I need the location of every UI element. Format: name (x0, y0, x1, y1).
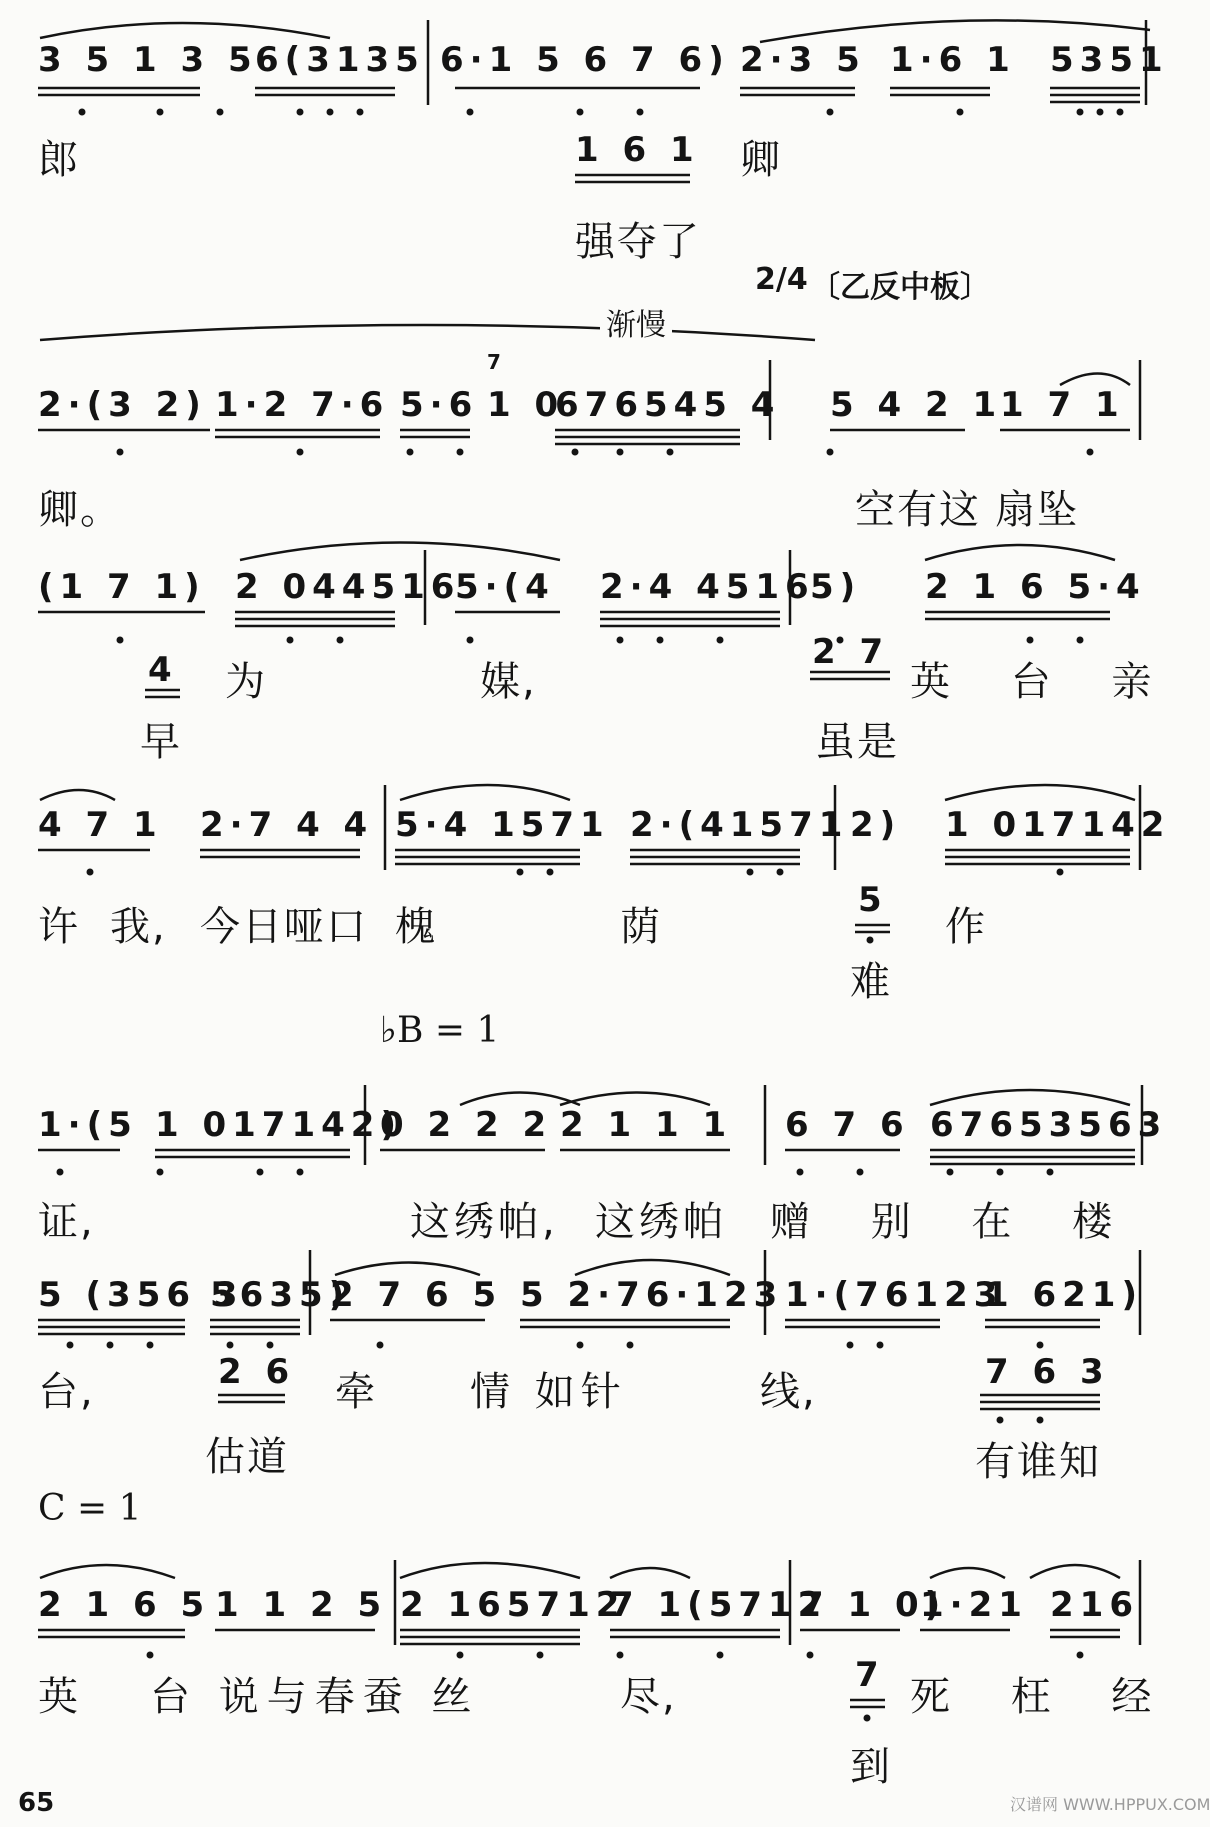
lyric: 有谁知 (975, 1439, 1101, 1485)
lyric: 虽是 (815, 719, 899, 765)
lyric-note-group: 4 (148, 650, 178, 690)
lyric: 证, (38, 1199, 95, 1245)
tempo-change-mark: 渐慢 (600, 300, 672, 344)
note-group: 3 5 1 3 5 (38, 40, 258, 80)
note-group: 1·21 (920, 1585, 1028, 1625)
note-group: 7 1(5712 (610, 1585, 828, 1625)
lyric: 槐 (395, 904, 459, 950)
mode-mark: 〔乙反中板〕 (810, 270, 990, 305)
note-group: 676545 4 (555, 385, 781, 425)
key-signature: ♭B = 1 (380, 1010, 500, 1051)
lyric: 情 如针 (470, 1369, 627, 1415)
lyric: 作 (945, 904, 1009, 950)
lyric: 郎 (38, 137, 102, 183)
lyric: 荫 (620, 904, 684, 950)
lyric: 为 (225, 659, 289, 705)
watermark: 汉谱网 WWW.HPPUX.COM (1010, 1795, 1210, 1814)
page-number: 65 (18, 1788, 55, 1818)
note-group: 2 165712 (400, 1585, 626, 1625)
lyric: 这绣帕, (410, 1199, 559, 1245)
note-group: 0 2 2 2 (380, 1105, 553, 1145)
lyric: 强夺了 (575, 219, 701, 265)
lyric: 到 (850, 1744, 914, 1790)
note-group: 1 0 (487, 385, 565, 425)
note-group: 5 2·76·123 (520, 1275, 784, 1315)
lyric: 估道 (205, 1434, 289, 1480)
note-group: 5·4 1571 (395, 805, 610, 845)
note-group: 216 (1050, 1585, 1139, 1625)
meter-mark: 2/4 (755, 262, 808, 297)
note-group: 1 017142 (945, 805, 1171, 845)
note-group: 5·6 (400, 385, 479, 425)
note-group: (1 7 1) (38, 567, 206, 607)
note-group: 5 4 2 1 (830, 385, 1003, 425)
note-group: 2 1 1 1 (560, 1105, 733, 1145)
note-group: 7 1 0) (800, 1585, 947, 1625)
grace-note: 7 (487, 350, 501, 374)
note-group: 1 1 2 5 (215, 1585, 388, 1625)
note-group: 2·3 5 (740, 40, 866, 80)
lyric: 英 (38, 1674, 102, 1720)
key-signature: C = 1 (38, 1488, 142, 1529)
lyric-note-group: 1 6 1 (575, 130, 700, 170)
lyric: 难 (850, 959, 914, 1005)
lyric: 线, (760, 1369, 817, 1415)
lyric-note-group: 2 6 (218, 1352, 296, 1392)
lyric: 今日哑口 (200, 904, 368, 950)
note-group: 5351 (1050, 40, 1169, 80)
note-group: 6(3135 (255, 40, 425, 80)
note-group: 2·(3 2) (38, 385, 207, 425)
note-group: 5·(4 (455, 567, 555, 607)
lyric-note-group: 2 7 (812, 632, 890, 672)
lyric: 空有这 (855, 487, 981, 533)
note-group: 2 044516 (235, 567, 461, 607)
lyric-note-group: 7 6 3 (985, 1352, 1110, 1392)
note-group: 6 7 6 (785, 1105, 910, 1145)
note-group: 1 017142) (155, 1105, 402, 1145)
lyric: 我, (110, 904, 167, 950)
note-group: 1 621) (985, 1275, 1144, 1315)
note-group: 2·(41571 (630, 805, 849, 845)
lyric: 英 台 亲 (910, 659, 1176, 705)
note-group: 6·1 5 6 7 6) (440, 40, 730, 80)
note-group: 1·6 1 (890, 40, 1016, 80)
note-group: 5 (356 3 (38, 1275, 244, 1315)
lyric: 台 说与春蚕 丝 (150, 1674, 480, 1720)
note-group: 1·(5 (38, 1105, 138, 1145)
lyric: 许 (38, 904, 102, 950)
lyric-note: 5 (858, 880, 888, 920)
lyric: 这绣帕 (595, 1199, 727, 1245)
lyric-note: 7 (855, 1655, 885, 1695)
note-group: 1·(76123 (785, 1275, 1004, 1315)
lyric: 死 枉 经 (910, 1674, 1176, 1720)
note-group: 2·7 4 4 (200, 805, 374, 845)
note-group: 67653563 (930, 1105, 1168, 1145)
lyric: 台, (38, 1369, 95, 1415)
lyric: 牵 (335, 1369, 399, 1415)
lyric: 扇坠 (995, 487, 1079, 533)
lyric: 卿。 (38, 487, 122, 533)
note-group: 1 7 1 (1000, 385, 1125, 425)
note-group: 5) (810, 567, 862, 607)
note-group: 2·4 4516 (600, 567, 815, 607)
lyric: 赠 别 在 楼 (770, 1199, 1137, 1245)
note-group: 5635) (210, 1275, 351, 1315)
lyric: 媒, (480, 659, 537, 705)
note-group: 2) (850, 805, 902, 845)
note-group: 2 1 6 5 (38, 1585, 211, 1625)
lyric: 尽, (620, 1674, 677, 1720)
lyric: 卿 (740, 137, 804, 183)
note-group: 4 7 1 (38, 805, 163, 845)
note-group: 2 1 6 5·4 (925, 567, 1146, 607)
note-group: 1·2 7·6 (215, 385, 390, 425)
lyric: 早 (140, 719, 204, 765)
note-group: 2 7 6 5 (330, 1275, 503, 1315)
